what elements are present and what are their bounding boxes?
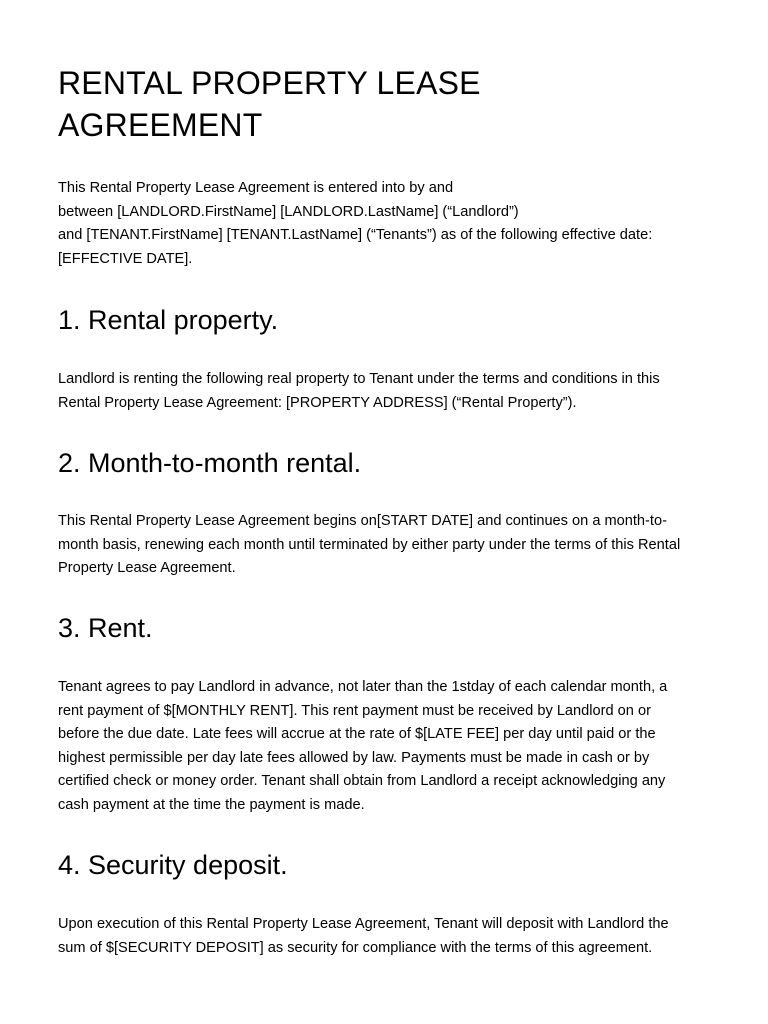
intro-paragraph bbox=[58, 177, 718, 271]
paragraph-line: and [TENANT.FirstName] [TENANT.LastName] (“Tenants”) as of the following effective date: bbox=[58, 227, 653, 244]
paragraph-line: before the due date. Late fees will accrue at the rate of $[LATE FEE] per day until paid or the bbox=[58, 726, 656, 743]
section-heading-security-deposit: 4. Security deposit. bbox=[58, 850, 288, 880]
section-heading-month-to-month: 2. Month-to-month rental. bbox=[58, 448, 362, 478]
paragraph-line: cash payment at the time the payment is made. bbox=[58, 796, 365, 813]
paragraph-line: between [LANDLORD.FirstName] [LANDLORD.LastName] (“Landlord”) bbox=[58, 203, 519, 220]
section-body-month-to-month bbox=[58, 510, 718, 581]
paragraph-line: highest permissible per day late fees allowed by law. Payments must be made in cash or by bbox=[58, 749, 650, 766]
title-line: AGREEMENT bbox=[58, 107, 263, 143]
paragraph-line: Rental Property Lease Agreement: [PROPERTY ADDRESS] (“Rental Property”). bbox=[58, 394, 577, 411]
paragraph-line: Property Lease Agreement. bbox=[58, 560, 236, 577]
document-title bbox=[58, 62, 718, 146]
paragraph-line: rent payment of $[MONTHLY RENT]. This rent payment must be received by Landlord on or bbox=[58, 702, 651, 719]
section-body-security-deposit bbox=[58, 913, 718, 960]
paragraph-line: [EFFECTIVE DATE]. bbox=[58, 250, 193, 267]
paragraph-line: Upon execution of this Rental Property Lease Agreement, Tenant will deposit with Landlord the bbox=[58, 916, 669, 932]
section-heading-rent: 3. Rent. bbox=[58, 613, 153, 643]
section-body-rental-property bbox=[58, 368, 718, 415]
paragraph-line: This Rental Property Lease Agreement begins on[START DATE] and continues on a month-to- bbox=[58, 513, 667, 529]
title-line: RENTAL PROPERTY LEASE bbox=[58, 65, 481, 101]
paragraph-line: This Rental Property Lease Agreement is entered into by and bbox=[58, 180, 454, 196]
paragraph-line: Tenant agrees to pay Landlord in advance, not later than the 1stday of each calendar month, a bbox=[58, 679, 668, 695]
paragraph-line: month basis, renewing each month until terminated by either party under the terms of this Rental bbox=[58, 536, 681, 553]
section-heading-rental-property: 1. Rental property. bbox=[58, 305, 279, 335]
paragraph-line: Landlord is renting the following real property to Tenant under the terms and conditions in this bbox=[58, 371, 660, 387]
section-body-rent bbox=[58, 676, 718, 818]
paragraph-line: sum of $[SECURITY DEPOSIT] as security for compliance with the terms of this agreement. bbox=[58, 939, 653, 956]
paragraph-line: certified check or money order. Tenant shall obtain from Landlord a receipt acknowledging any bbox=[58, 773, 666, 790]
